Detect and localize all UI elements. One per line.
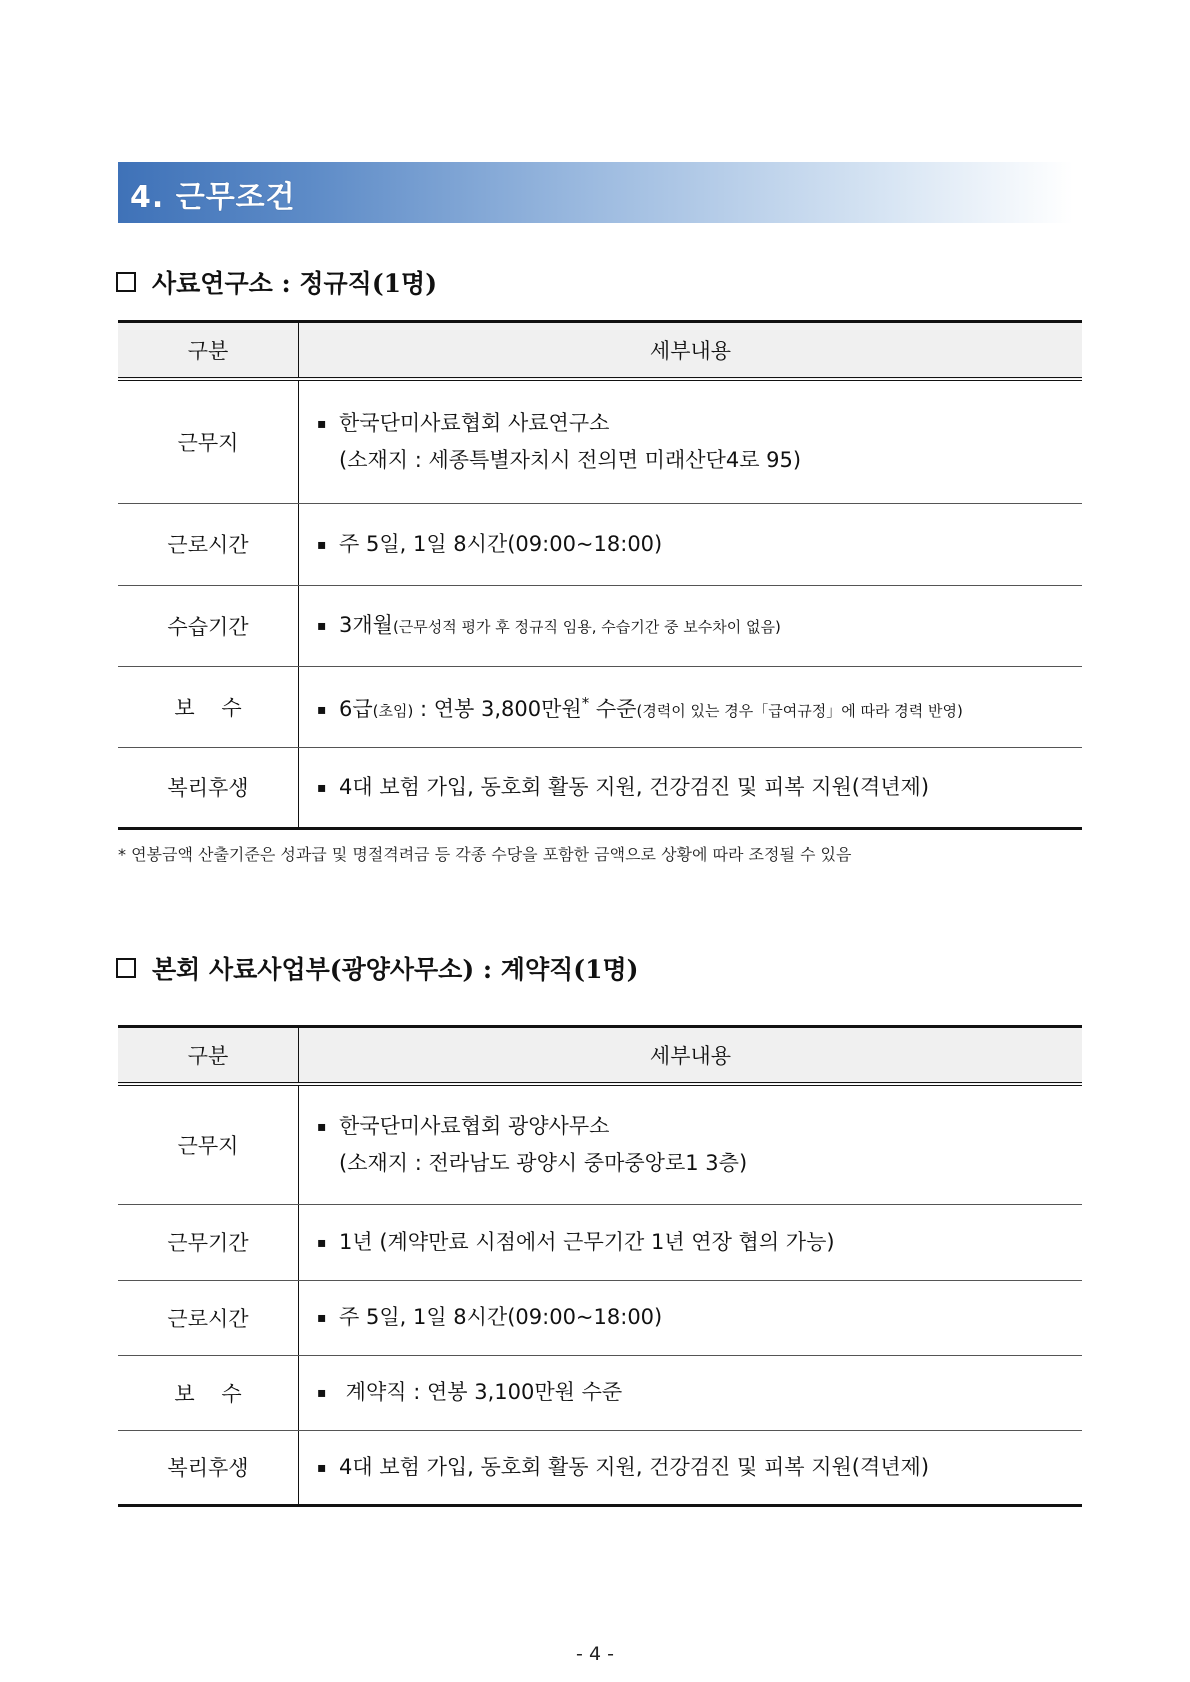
row-content <box>299 666 1083 747</box>
salary-text: : 연봉 3,800만원 <box>413 696 582 721</box>
header-category: 구분 <box>118 1027 299 1085</box>
row-label: 보 수 <box>118 666 299 747</box>
row-label: 복리후생 <box>118 1430 299 1505</box>
table-header-row <box>118 1027 1082 1085</box>
section-heading-gwangyang <box>116 950 638 986</box>
row-label: 근무기간 <box>118 1204 299 1280</box>
footnote-marker: * <box>581 693 590 712</box>
bullet-icon: ▪ <box>317 1119 327 1136</box>
table-row <box>118 1280 1082 1355</box>
row-label: 근로시간 <box>118 1280 299 1355</box>
banner-title: 4. 근무조건 <box>130 180 296 215</box>
row-label: 수습기간 <box>118 585 299 666</box>
workplace-name: 한국단미사료협회 광양사무소 <box>339 1114 610 1139</box>
row-label: 근무지 <box>118 1084 299 1204</box>
row-content <box>299 1204 1083 1280</box>
workplace-name: 한국단미사료협회 사료연구소 <box>339 411 610 436</box>
section-banner <box>118 162 1073 223</box>
workplace-address: (소재지 : 세종특별자치시 전의면 미래산단4로 95) <box>339 448 802 473</box>
bullet-icon: ▪ <box>317 779 327 796</box>
table-row <box>118 666 1082 747</box>
row-text: 주 5일, 1일 8시간(09:00~18:00) <box>339 531 663 556</box>
row-content <box>299 1355 1083 1430</box>
row-content <box>299 379 1083 503</box>
salary-note: (경력이 있는 경우「급여규정」에 따라 경력 반영) <box>636 701 963 720</box>
row-content <box>299 1430 1083 1505</box>
row-content <box>299 1084 1083 1204</box>
section-heading-text: 본회 사료사업부(광양사무소) : 계약직(1명) <box>152 955 639 984</box>
row-text: 계약직 : 연봉 3,100만원 수준 <box>339 1380 623 1404</box>
table-row <box>118 1355 1082 1430</box>
conditions-table-research <box>118 320 1082 830</box>
workplace-address: (소재지 : 전라남도 광양시 중마중앙로1 3층) <box>339 1151 748 1176</box>
row-text: 1년 (계약만료 시점에서 근무기간 1년 연장 협의 가능) <box>339 1229 835 1254</box>
header-details: 세부내용 <box>299 322 1083 380</box>
section-heading-research <box>116 264 437 300</box>
row-text: 4대 보험 가입, 동호회 활동 지원, 건강검진 및 피복 지원(격년제) <box>339 1454 930 1479</box>
grade-note: (초임) <box>372 701 414 720</box>
bullet-icon: ▪ <box>317 617 327 634</box>
bullet-icon: ▪ <box>317 701 327 718</box>
row-content <box>299 1280 1083 1355</box>
table-row <box>118 1204 1082 1280</box>
table-row <box>118 379 1082 503</box>
bullet-icon: ▪ <box>317 536 327 553</box>
table-row <box>118 1430 1082 1505</box>
conditions-table-gwangyang <box>118 1025 1082 1507</box>
salary-footnote: * 연봉금액 산출기준은 성과급 및 명절격려금 등 각종 수당을 포함한 금액으로 상황에 따라 조정될 수 있음 <box>118 845 852 864</box>
bullet-icon: ▪ <box>317 1234 327 1251</box>
bullet-icon: ▪ <box>317 1310 327 1326</box>
table-row <box>118 747 1082 828</box>
row-label: 보 수 <box>118 1355 299 1430</box>
row-content <box>299 747 1083 828</box>
row-label: 근로시간 <box>118 503 299 585</box>
checkbox-icon <box>116 272 136 292</box>
row-note: (근무성적 평가 후 정규직 임용, 수습기간 중 보수차이 없음) <box>392 617 781 636</box>
table-row <box>118 503 1082 585</box>
row-content <box>299 585 1083 666</box>
row-text: 4대 보험 가입, 동호회 활동 지원, 건강검진 및 피복 지원(격년제) <box>339 774 930 799</box>
table-row <box>118 585 1082 666</box>
row-label: 복리후생 <box>118 747 299 828</box>
salary-level: 수준 <box>589 696 637 721</box>
header-details: 세부내용 <box>299 1027 1083 1085</box>
table-row <box>118 1084 1082 1204</box>
header-category: 구분 <box>118 322 299 380</box>
checkbox-icon <box>116 958 136 978</box>
section-heading-text: 사료연구소 : 정규직(1명) <box>152 269 438 298</box>
table-header-row <box>118 322 1082 380</box>
row-content <box>299 503 1083 585</box>
page-number: - 4 - <box>576 1643 614 1665</box>
bullet-icon: ▪ <box>317 1385 327 1401</box>
grade-text: 6급 <box>339 696 373 721</box>
bullet-icon: ▪ <box>317 416 327 433</box>
row-text: 주 5일, 1일 8시간(09:00~18:00) <box>339 1305 663 1329</box>
row-label: 근무지 <box>118 379 299 503</box>
row-text: 3개월 <box>339 612 393 637</box>
bullet-icon: ▪ <box>317 1459 327 1476</box>
